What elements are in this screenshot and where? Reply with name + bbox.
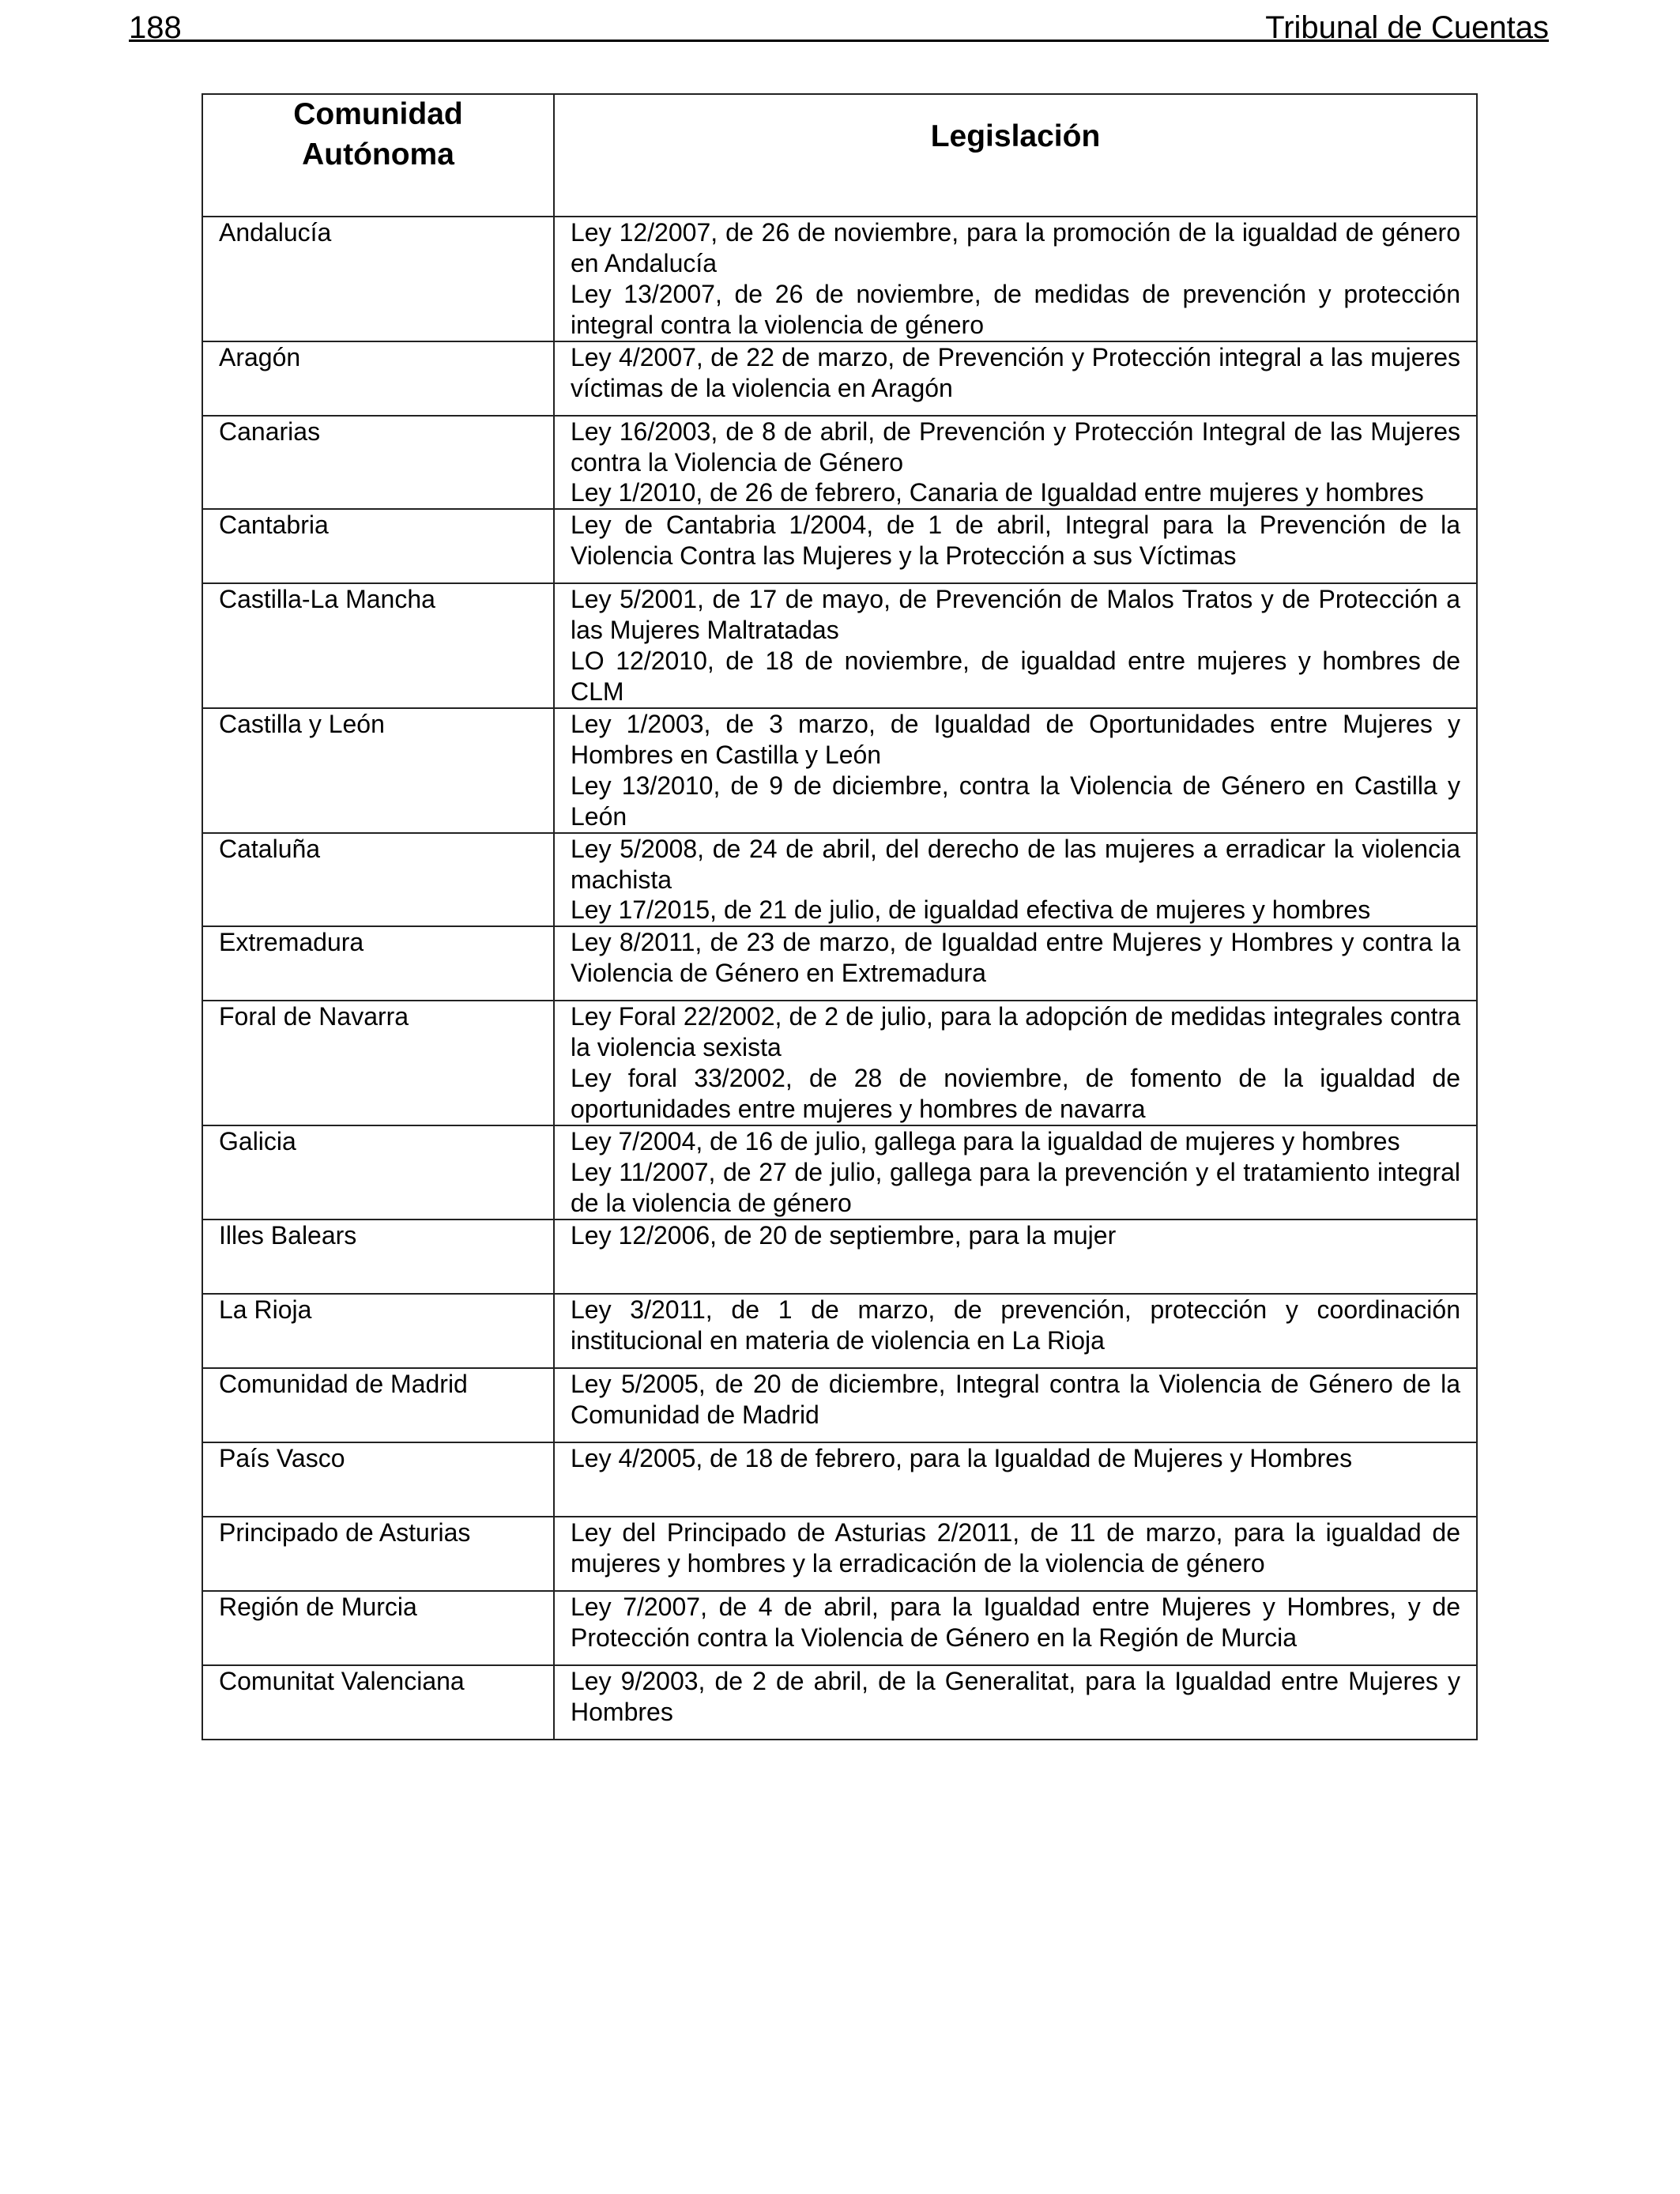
- law-entry: Ley 4/2005, de 18 de febrero, para la Igualdad de Mujeres y Hombres: [571, 1443, 1353, 1472]
- law-entry: Ley 4/2007, de 22 de marzo, de Prevención y Protección integral a las mujeres víctimas de la violencia en Aragón: [571, 342, 1460, 402]
- law-entry: Ley 12/2007, de 26 de noviembre, para la promoción de la igualdad de género en Andalucía: [571, 218, 1460, 277]
- legislation-cell: [554, 708, 1477, 833]
- table-row: [202, 416, 1477, 510]
- law-entry: Ley 16/2003, de 8 de abril, de Prevención y Protección Integral de las Mujeres contra la Violencia de Género: [571, 417, 1460, 477]
- legislation-cell: [554, 1294, 1477, 1368]
- page-header: [129, 5, 1549, 45]
- table-row: [202, 1665, 1477, 1740]
- region-cell: La Rioja: [202, 1294, 554, 1368]
- header-title: Tribunal de Cuentas: [1265, 10, 1549, 45]
- column-header-legislation-label: Legislación: [930, 119, 1101, 153]
- law-entry: Ley 13/2007, de 26 de noviembre, de medidas de prevención y protección integral contra la violencia de género: [571, 279, 1460, 339]
- legislation-cell: [554, 1517, 1477, 1591]
- legislation-cell: [554, 509, 1477, 583]
- law-entry: Ley 7/2007, de 4 de abril, para la Igualdad entre Mujeres y Hombres, y de Protección contra la Violencia de Género en la Región de Murcia: [571, 1592, 1460, 1652]
- table-row: [202, 1442, 1477, 1517]
- table-row: [202, 509, 1477, 583]
- law-entry: Ley Foral 22/2002, de 2 de julio, para la adopción de medidas integrales contra la violencia sexista: [571, 1002, 1460, 1062]
- region-cell: Castilla-La Mancha: [202, 583, 554, 708]
- column-header-region-line2: Autónoma: [302, 138, 454, 172]
- table-row: [202, 833, 1477, 927]
- law-entry: Ley 7/2004, de 16 de julio, gallega para la igualdad de mujeres y hombres: [571, 1126, 1400, 1155]
- law-entry: Ley 5/2008, de 24 de abril, del derecho de las mujeres a erradicar la violencia machista: [571, 834, 1460, 894]
- region-cell: Galicia: [202, 1125, 554, 1220]
- table-row: [202, 1294, 1477, 1368]
- law-entry: Ley 12/2006, de 20 de septiembre, para la mujer: [571, 1220, 1117, 1250]
- column-header-region: [202, 94, 554, 217]
- law-entry: Ley 3/2011, de 1 de marzo, de prevención, protección y coordinación institucional en materia de violencia en La Rioja: [571, 1295, 1460, 1355]
- legislation-cell: [554, 1001, 1477, 1125]
- table-header-row: [202, 94, 1477, 217]
- table-row: [202, 708, 1477, 833]
- region-cell: Región de Murcia: [202, 1591, 554, 1665]
- table-row: [202, 341, 1477, 416]
- legislation-cell: [554, 341, 1477, 416]
- region-cell: Comunitat Valenciana: [202, 1665, 554, 1740]
- legislation-cell: [554, 1368, 1477, 1442]
- legislation-cell: [554, 1220, 1477, 1294]
- legislation-cell: [554, 1591, 1477, 1665]
- table-body: [202, 217, 1477, 1740]
- law-entry: Ley del Principado de Asturias 2/2011, de 11 de marzo, para la igualdad de mujeres y hombres y la erradicación de la violencia de género: [571, 1517, 1460, 1578]
- table-row: [202, 1125, 1477, 1220]
- column-header-legislation: [554, 94, 1477, 217]
- region-cell: País Vasco: [202, 1442, 554, 1517]
- legislation-cell: [554, 1442, 1477, 1517]
- region-cell: Aragón: [202, 341, 554, 416]
- table-row: [202, 1001, 1477, 1125]
- table-row: [202, 926, 1477, 1001]
- table-row: [202, 583, 1477, 708]
- law-entry: Ley 11/2007, de 27 de julio, gallega para la prevención y el tratamiento integral de la violencia de género: [571, 1157, 1460, 1217]
- legislation-cell: [554, 926, 1477, 1001]
- table-row: [202, 1368, 1477, 1442]
- legislation-cell: [554, 1125, 1477, 1220]
- law-entry: Ley 9/2003, de 2 de abril, de la Generalitat, para la Igualdad entre Mujeres y Hombres: [571, 1666, 1460, 1726]
- law-entry: Ley 1/2010, de 26 de febrero, Canaria de Igualdad entre mujeres y hombres: [571, 478, 1424, 507]
- law-entry: Ley 13/2010, de 9 de diciembre, contra la Violencia de Género en Castilla y León: [571, 771, 1460, 831]
- table-row: [202, 1220, 1477, 1294]
- legislation-cell: [554, 217, 1477, 341]
- region-cell: Comunidad de Madrid: [202, 1368, 554, 1442]
- region-cell: Extremadura: [202, 926, 554, 1001]
- legislation-cell: [554, 416, 1477, 510]
- column-header-region-line1: Comunidad: [293, 97, 463, 131]
- law-entry: Ley 5/2005, de 20 de diciembre, Integral contra la Violencia de Género de la Comunidad de Madrid: [571, 1369, 1460, 1429]
- law-entry: LO 12/2010, de 18 de noviembre, de igualdad entre mujeres y hombres de CLM: [571, 647, 1460, 707]
- law-entry: Ley de Cantabria 1/2004, de 1 de abril, Integral para la Prevención de la Violencia Contra las Mujeres y la Protección a sus Víctimas: [571, 511, 1460, 571]
- table-row: [202, 1517, 1477, 1591]
- table-row: [202, 1591, 1477, 1665]
- legislation-table: [202, 93, 1478, 1740]
- law-entry: Ley 8/2011, de 23 de marzo, de Igualdad entre Mujeres y Hombres y contra la Violencia de Género en Extremadura: [571, 928, 1460, 988]
- law-entry: Ley 5/2001, de 17 de mayo, de Prevención de Malos Tratos y de Protección a las Mujeres Maltratadas: [571, 585, 1460, 645]
- region-cell: Cataluña: [202, 833, 554, 927]
- law-entry: Ley 17/2015, de 21 de julio, de igualdad efectiva de mujeres y hombres: [571, 895, 1371, 925]
- region-cell: Andalucía: [202, 217, 554, 341]
- law-entry: Ley 1/2003, de 3 marzo, de Igualdad de Oportunidades entre Mujeres y Hombres en Castilla y León: [571, 709, 1460, 769]
- legislation-cell: [554, 1665, 1477, 1740]
- law-entry: Ley foral 33/2002, de 28 de noviembre, de fomento de la igualdad de oportunidades entre mujeres y hombres de navarra: [571, 1064, 1460, 1124]
- region-cell: Principado de Asturias: [202, 1517, 554, 1591]
- region-cell: Foral de Navarra: [202, 1001, 554, 1125]
- page-number: 188: [129, 10, 182, 45]
- legislation-cell: [554, 583, 1477, 708]
- region-cell: Cantabria: [202, 509, 554, 583]
- region-cell: Castilla y León: [202, 708, 554, 833]
- region-cell: Illes Balears: [202, 1220, 554, 1294]
- legislation-cell: [554, 833, 1477, 927]
- table-row: [202, 217, 1477, 341]
- region-cell: Canarias: [202, 416, 554, 510]
